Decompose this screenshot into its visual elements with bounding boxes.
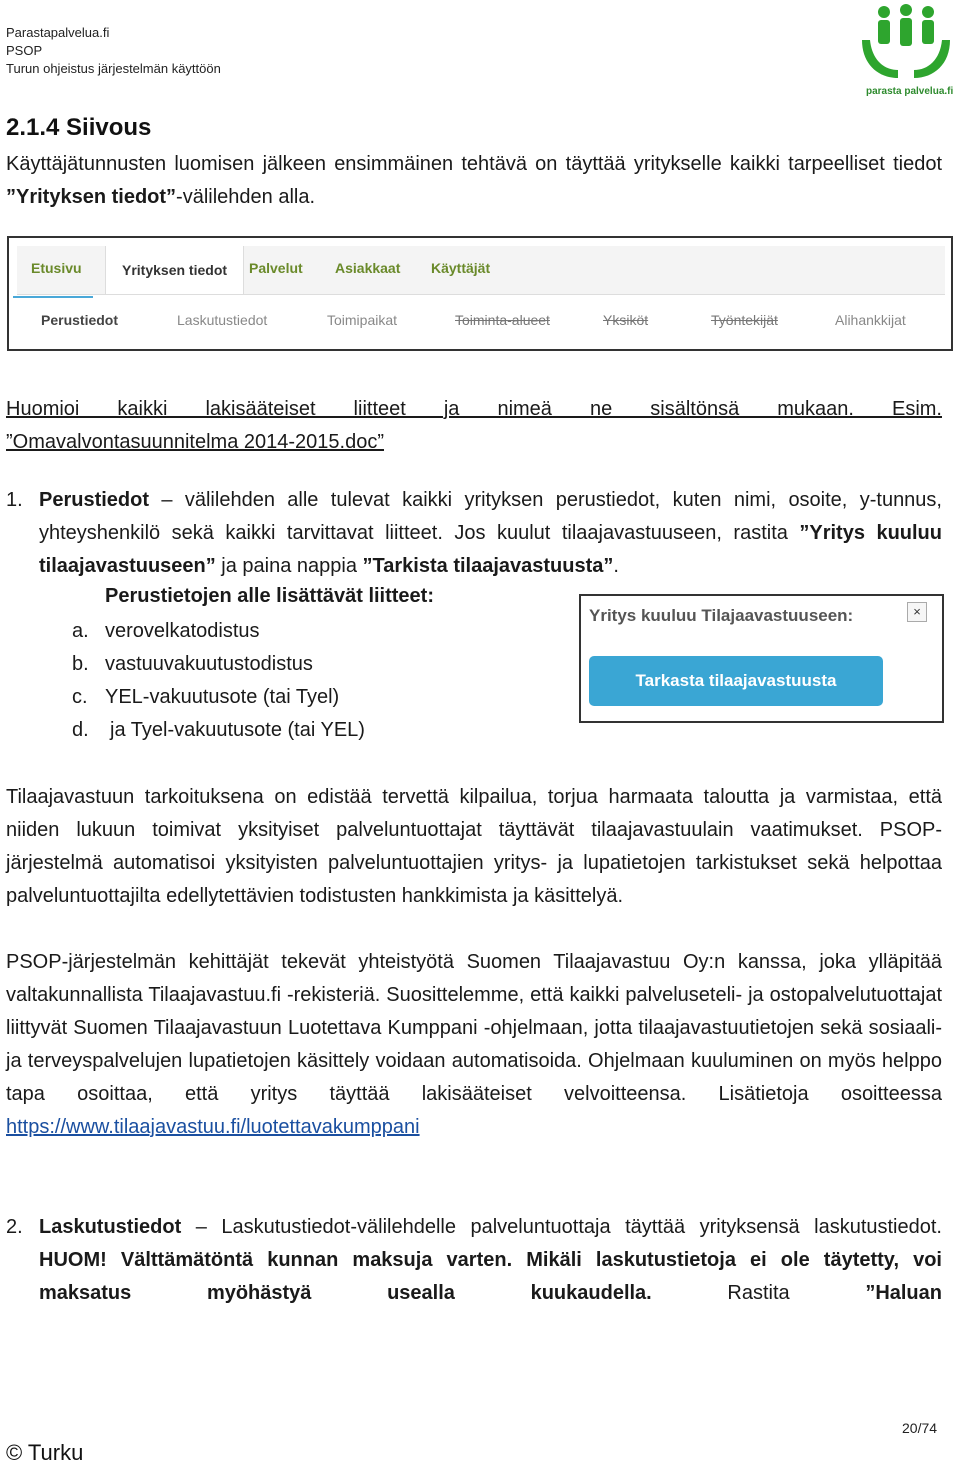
item2-text-b: Rastita bbox=[651, 1282, 866, 1304]
note-line-1: Huomioi kaikki lakisääteiset liitteet ja nimeä ne sisältönsä mukaan. Esim. bbox=[6, 398, 942, 420]
note-line-2: ”Omavalvontasuunnitelma 2014-2015.doc” bbox=[6, 431, 384, 453]
item2-text-a: – Laskutustiedot-välilehdelle palveluntuottaja täyttää yrityksensä laskutustiedot. bbox=[181, 1216, 942, 1238]
tilaajavastuu-text: Tilaajavastuun tarkoituksena on edistää tervettä kilpailua, torjua harmaata taloutta ja varmistaa, että niiden lukuun toimivat yksityiset palveluntuottajat täyttävät tilaajavastuulain vaatimukset. PSOP-järjestelmä automatisoi yksityisten palveluntuottajien yritys- ja lupatietojen tarkistukset sekä helpottaa palveluntuottajilta edellytettävien todistusten hankkimista ja käsittelyä. bbox=[6, 786, 942, 907]
item1-text-c: . bbox=[613, 555, 619, 577]
item2-paragraph bbox=[39, 1211, 942, 1310]
parastapalvelua-logo bbox=[858, 4, 954, 100]
subtab-yksikot[interactable]: Yksiköt bbox=[603, 312, 649, 328]
intro-text: Käyttäjätunnusten luomisen jälkeen ensimmäinen tehtävä on täyttää yritykselle kaikki tarpeelliset tiedot bbox=[6, 153, 942, 175]
list-text: ja Tyel-vakuutusote (tai YEL) bbox=[110, 719, 365, 741]
tab-palvelut[interactable]: Palvelut bbox=[249, 260, 303, 276]
subtab-alihankkijat[interactable]: Alihankkijat bbox=[835, 312, 906, 328]
tilaajavastuu-label: Yritys kuuluu Tilajaavastuuseen: bbox=[589, 606, 854, 625]
subtab-perustiedot[interactable]: Perustiedot bbox=[41, 312, 119, 328]
check-tilaajavastuu-button[interactable]: Tarkasta tilaajavastuusta bbox=[589, 656, 883, 706]
tilaajavastuu-paragraph bbox=[6, 781, 942, 913]
tab-yrityksen-tiedot[interactable]: Yrityksen tiedot bbox=[105, 246, 244, 294]
tilaajavastuu-widget bbox=[579, 594, 944, 723]
intro-paragraph bbox=[6, 148, 942, 214]
page-number: 20/74 bbox=[902, 1420, 938, 1436]
item2-number: 2. bbox=[6, 1216, 23, 1238]
list-label: d. bbox=[72, 719, 89, 741]
list-label: b. bbox=[72, 653, 89, 675]
copyright: © Turku bbox=[6, 1440, 84, 1465]
list-label: c. bbox=[72, 686, 88, 708]
list-text: vastuuvakuutustodistus bbox=[105, 653, 313, 675]
list-label: a. bbox=[72, 620, 89, 642]
cooperation-paragraph bbox=[6, 946, 942, 1144]
tab-asiakkaat[interactable]: Asiakkaat bbox=[335, 260, 401, 276]
item1-paragraph bbox=[39, 484, 942, 583]
people-hands-icon bbox=[858, 4, 954, 86]
luotettava-kumppani-link[interactable]: https://www.tilaajavastuu.fi/luotettavakumppani bbox=[6, 1116, 420, 1138]
intro-bold: ”Yrityksen tiedot” bbox=[6, 186, 177, 208]
item1-number: 1. bbox=[6, 489, 23, 511]
document-header bbox=[6, 24, 221, 78]
list-item bbox=[0, 648, 560, 681]
item1-bold-c: ”Tarkista tilaajavastuusta” bbox=[362, 555, 614, 577]
section-title: 2.1.4 Siivous bbox=[6, 114, 152, 141]
list-item bbox=[0, 681, 560, 714]
subtab-toimipaikat[interactable]: Toimipaikat bbox=[327, 312, 398, 328]
item1-text-b: ja paina nappia bbox=[215, 555, 363, 577]
main-tab-bar bbox=[17, 246, 945, 295]
item1-bold-a: Perustiedot bbox=[39, 489, 150, 511]
list-text: YEL-vakuutusote (tai Tyel) bbox=[105, 686, 340, 708]
active-subtab-indicator bbox=[13, 296, 93, 298]
header-system: PSOP bbox=[6, 43, 43, 58]
list-item bbox=[0, 615, 560, 648]
logo-wordmark: parasta palvelua.fi bbox=[866, 86, 954, 97]
item2-bold-b: HUOM! Välttämätöntä kunnan maksuja varten. Mikäli laskutustietoja ei ole täytetty, voi maksatus myöhästyä usealla kuukaudella. bbox=[39, 1249, 942, 1304]
tabs-screenshot bbox=[7, 236, 953, 351]
item2-bold-a: Laskutustiedot bbox=[39, 1216, 182, 1238]
list-item bbox=[0, 714, 560, 747]
close-icon[interactable]: × bbox=[907, 602, 927, 622]
item1-text-a: – välilehden alle tulevat kaikki yrityksen perustiedot, kuten nimi, osoite, y-tunnus, yhteyshenkilö sekä kaikki tarvittavat liitteet. Jos kuulut tilaajavastuuseen, rastita bbox=[39, 489, 942, 544]
header-site: Parastapalvelua.fi bbox=[6, 25, 110, 40]
tab-kayttajat[interactable]: Käyttäjät bbox=[431, 260, 491, 276]
intro-text-end: -välilehden alla. bbox=[176, 186, 316, 208]
subtab-tyontekijat[interactable]: Työntekijät bbox=[711, 312, 778, 328]
cooperation-text: PSOP-järjestelmän kehittäjät tekevät yhteistyötä Suomen Tilaajavastuu Oy:n kanssa, joka ylläpitää valtakunnallista Tilaajavastuu.fi -rekisteriä. Suosittelemme, että kaikki palveluseteli- ja ostopalvelutuottajat liittyvät Suomen Tilaajavastuun Luotettava Kumppani -ohjelmaan, jotta tilaajavastuutietojen sekä sosiaali- ja terveyspalvelujen lupatietojen käsittely voidaan automatisoida. Ohjelmaan kuuluminen on myös helppo tapa osoittaa, että yritys täyttää lakisääteiset velvoitteensa. Lisätietoja osoitteessa bbox=[6, 951, 942, 1105]
list-text: verovelkatodistus bbox=[105, 620, 260, 642]
item2-bold-c: ”Haluan bbox=[865, 1282, 942, 1304]
tab-etusivu[interactable]: Etusivu bbox=[31, 260, 82, 276]
subtab-toiminta-alueet[interactable]: Toiminta-alueet bbox=[455, 312, 550, 328]
attachments-title: Perustietojen alle lisättävät liitteet: bbox=[105, 585, 434, 607]
note-paragraph bbox=[6, 393, 942, 459]
header-subtitle: Turun ohjeistus järjestelmän käyttöön bbox=[6, 61, 221, 76]
subtab-laskutustiedot[interactable]: Laskutustiedot bbox=[177, 312, 268, 328]
item1-bold-b: ”Yritys kuuluu tilaajavastuuseen” bbox=[39, 522, 942, 577]
